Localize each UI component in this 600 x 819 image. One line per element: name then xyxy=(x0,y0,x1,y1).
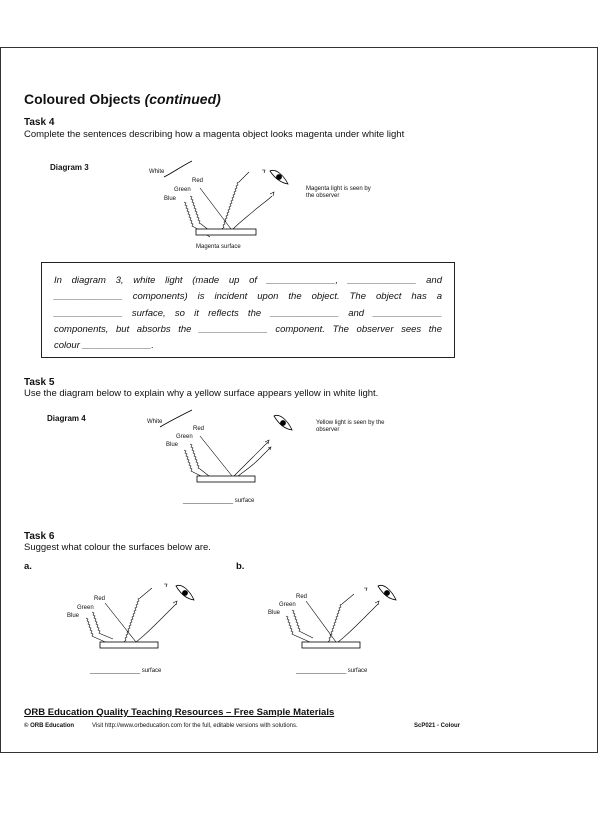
task4-heading: Task 4 xyxy=(24,117,55,128)
diagram3-label: Diagram 3 xyxy=(50,163,89,172)
footer-visit: Visit http://www.orbeducation.com for the full, editable versions with solutions. xyxy=(92,723,298,729)
part-a-label: a. xyxy=(24,561,32,572)
answer-line-5: colour _____________. xyxy=(54,340,154,351)
part-b-label: b. xyxy=(236,561,245,572)
blue-label: Blue xyxy=(166,442,179,448)
incident-ray-red xyxy=(306,601,336,642)
blue-label-b: Blue xyxy=(268,610,281,616)
answer-line-4: components, but absorbs the _____________ component. The observer sees the xyxy=(54,324,442,335)
surface-label-b: _______________ surface xyxy=(296,668,368,674)
answer-line-2: _____________ components) is incident upon the object. The object has a xyxy=(54,291,442,302)
answer-line-3: _____________ surface, so it reflects the _____________ and _____________ xyxy=(54,308,442,319)
diagram4-label: Diagram 4 xyxy=(47,414,86,423)
blue-label-a: Blue xyxy=(67,613,80,619)
footer-title: ORB Education Quality Teaching Resources – Free Sample Materials xyxy=(24,707,335,718)
red-label: Red xyxy=(193,426,205,432)
reflected-ray-2 xyxy=(338,604,378,642)
answer-line-1: In diagram 3, white light (made up of _____________, _____________ and xyxy=(54,275,442,286)
surface-label-a: _______________ surface xyxy=(90,668,162,674)
task6-text: Suggest what colour the surfaces below are. xyxy=(24,542,211,553)
observer-note: Yellow light is seen by the observer xyxy=(316,420,385,433)
task4-text: Complete the sentences describing how a magenta object looks magenta under white light xyxy=(24,129,405,140)
red-label: Red xyxy=(192,178,204,184)
white-label: White xyxy=(147,419,163,425)
green-label-a: Green xyxy=(77,605,94,611)
task6-heading: Task 6 xyxy=(24,531,55,542)
task5-heading: Task 5 xyxy=(24,377,55,388)
incident-ray-blue xyxy=(286,616,312,643)
white-label: White xyxy=(149,169,165,175)
blue-label: Blue xyxy=(164,196,177,202)
green-label-b: Green xyxy=(279,602,296,608)
red-label-a: Red xyxy=(94,596,106,602)
footer-copyright: © ORB Education xyxy=(24,723,75,729)
observer-note: Magenta light is seen by the observer xyxy=(306,186,371,199)
green-label: Green xyxy=(174,187,191,193)
green-label: Green xyxy=(176,434,193,440)
reflected-ray-1 xyxy=(328,594,354,642)
surface-label: Magenta surface xyxy=(196,244,241,250)
eye-icon xyxy=(378,585,396,600)
surface-label: _______________ surface xyxy=(183,498,255,504)
footer-code: ScP021 - Colour xyxy=(414,723,461,729)
page-title: Coloured Objects (continued) xyxy=(24,91,221,107)
surface-block xyxy=(302,642,360,648)
task5-text: Use the diagram below to explain why a yellow surface appears yellow in white light. xyxy=(24,388,379,399)
red-label-b: Red xyxy=(296,594,308,600)
incident-ray-green xyxy=(292,610,313,638)
